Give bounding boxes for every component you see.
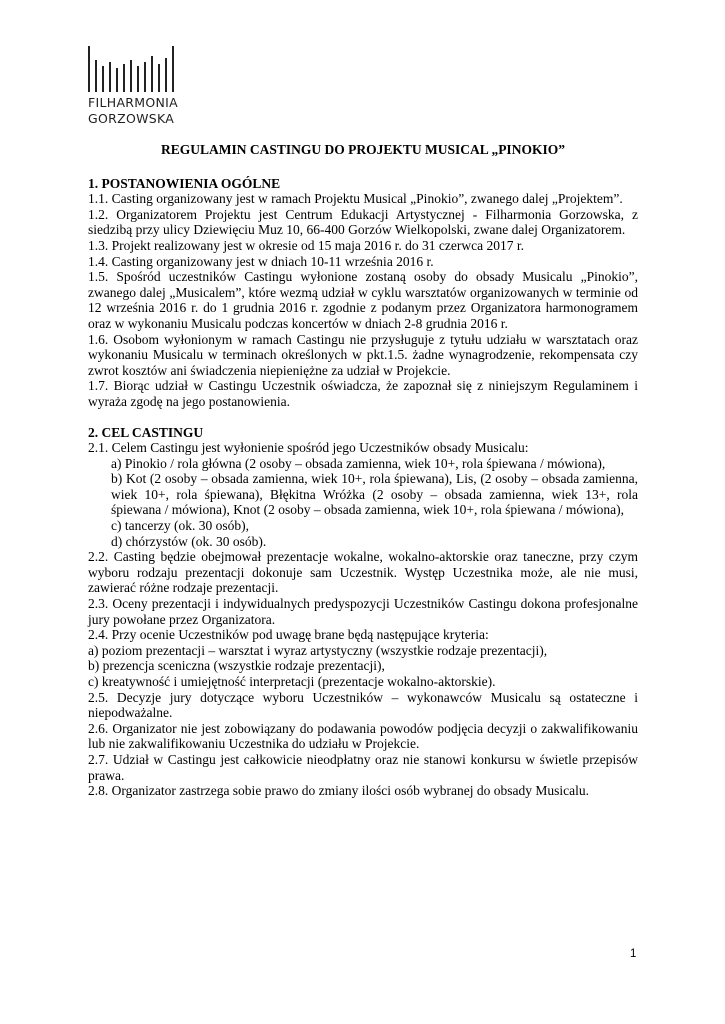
- document-title: REGULAMIN CASTINGU DO PROJEKTU MUSICAL „PINOKIO”: [161, 142, 565, 157]
- section-2-heading: 2. CEL CASTINGU: [88, 424, 204, 440]
- paragraph-2-3: 2.3. Oceny prezentacji i indywidualnych predyspozycji Uczestników Castingu dokona profesjonalne jury powołane przez Organizatora.: [88, 596, 638, 627]
- paragraph-2-1: 2.1. Celem Castingu jest wyłonienie spośród jego Uczestników obsady Musicalu:: [88, 440, 529, 456]
- paragraph-1-7: 1.7. Biorąc udział w Castingu Uczestnik oświadcza, że zapoznał się z niniejszym Regulaminem i wyraża zgodę na jego postanowienia.: [88, 378, 638, 409]
- logo-line-1: FILHARMONIA: [88, 95, 178, 110]
- document-body: [88, 142, 638, 799]
- paragraph-2-7: 2.7. Udział w Castingu jest całkowicie nieodpłatny oraz nie stanowi konkursu w świetle przepisów prawa.: [88, 751, 638, 783]
- paragraph-1-3: 1.3. Projekt realizowany jest w okresie od 15 maja 2016 r. do 31 czerwca 2017 r.: [88, 237, 525, 253]
- list-item-2-4-b: b) prezencja sceniczna (wszystkie rodzaje prezentacji),: [88, 658, 385, 674]
- paragraph-1-6: 1.6. Osobom wyłonionym w ramach Castingu nie przysługuje z tytułu udziału w warsztatach oraz wykonaniu Musicalu w terminach określonych w pkt.1.5. żadne wynagrodzenie, rekompensata czy zwrot kosztów ani świadczenia niepieniężne za udział w Projekcie.: [88, 331, 638, 378]
- paragraph-1-1: 1.1. Casting organizowany jest w ramach Projektu Musical „Pinokio”, zwanego dalej „Projektem”.: [88, 191, 623, 207]
- list-item-2-1-b: b) Kot (2 osoby – obsada zamienna, wiek 10+, rola śpiewana), Lis, (2 osoby – obsada zamienna, wiek 10+, rola śpiewana), Błękitna Wróżka (2 osoby – obsada zamienna, wiek 13+, rola śpiewana / mówiona), Knot (2 osoby – obsada zamienna, wiek 10+, rola śpiewana / mówiona),: [111, 471, 638, 518]
- paragraph-2-4: 2.4. Przy ocenie Uczestników pod uwagę brane będą następujące kryteria:: [88, 627, 489, 643]
- list-item-2-1-a: a) Pinokio / rola główna (2 osoby – obsada zamienna, wiek 10+, rola śpiewana / mówiona),: [111, 455, 606, 471]
- paragraph-2-8: 2.8. Organizator zastrzega sobie prawo do zmiany ilości osób wybranej do obsady Musicalu.: [88, 783, 589, 799]
- list-item-2-4-c: c) kreatywność i umiejętność interpretacji (prezentacje wokalno-aktorskie).: [88, 674, 496, 689]
- logo-line-2: GORZOWSKA: [88, 111, 175, 126]
- list-item-2-1-c: c) tancerzy (ok. 30 osób),: [111, 518, 249, 534]
- logo-bars-icon: [88, 42, 198, 92]
- list-item-2-1-d: d) chórzystów (ok. 30 osób).: [111, 533, 267, 549]
- section-1-heading: 1. POSTANOWIENIA OGÓLNE: [88, 175, 281, 191]
- list-item-2-4-a: a) poziom prezentacji – warsztat i wyraz artystyczny (wszystkie rodzaje prezentacji),: [88, 642, 548, 658]
- paragraph-2-5: 2.5. Decyzje jury dotyczące wyboru Uczestników – wykonawców Musicalu są ostateczne i niepodważalne.: [88, 689, 638, 721]
- filharmonia-logo: [88, 42, 198, 127]
- paragraph-1-5: 1.5. Spośród uczestników Castingu wyłonione zostaną osoby do obsady Musicalu „Pinokio”, zwanego dalej „Musicalem”, które wezmą udział w cyklu warsztatów organizowanych w terminie od 12 września 2016 r. do 1 grudnia 2016 r. zgodnie z podanym przez Organizatora harmonogramem oraz w wykonaniu Musicalu podczas koncertów w dniach 2-8 grudnia 2016 r.: [88, 269, 638, 331]
- paragraph-1-2: 1.2. Organizatorem Projektu jest Centrum Edukacji Artystycznej - Filharmonia Gorzowska, z siedzibą przy ulicy Dziewięciu Muz 10, 66-400 Gorzów Wielkopolski, zwane dalej Organizatorem.: [88, 206, 638, 238]
- paragraph-1-4: 1.4. Casting organizowany jest w dniach 10-11 września 2016 r.: [88, 253, 434, 269]
- paragraph-2-2: 2.2. Casting będzie obejmował prezentacje wokalne, wokalno-aktorskie oraz taneczne, przy czym wyboru rodzaju prezentacji dokonuje sam Uczestnik. Występ Uczestnika może, ale nie musi, zawierać różne rodzaje prezentacji.: [88, 549, 638, 596]
- page-number: 1: [630, 948, 637, 960]
- paragraph-2-6: 2.6. Organizator nie jest zobowiązany do podawania powodów podjęcia decyzji o zakwalifikowaniu lub nie zakwalifikowaniu Uczestnika do udziału w Projekcie.: [88, 720, 638, 752]
